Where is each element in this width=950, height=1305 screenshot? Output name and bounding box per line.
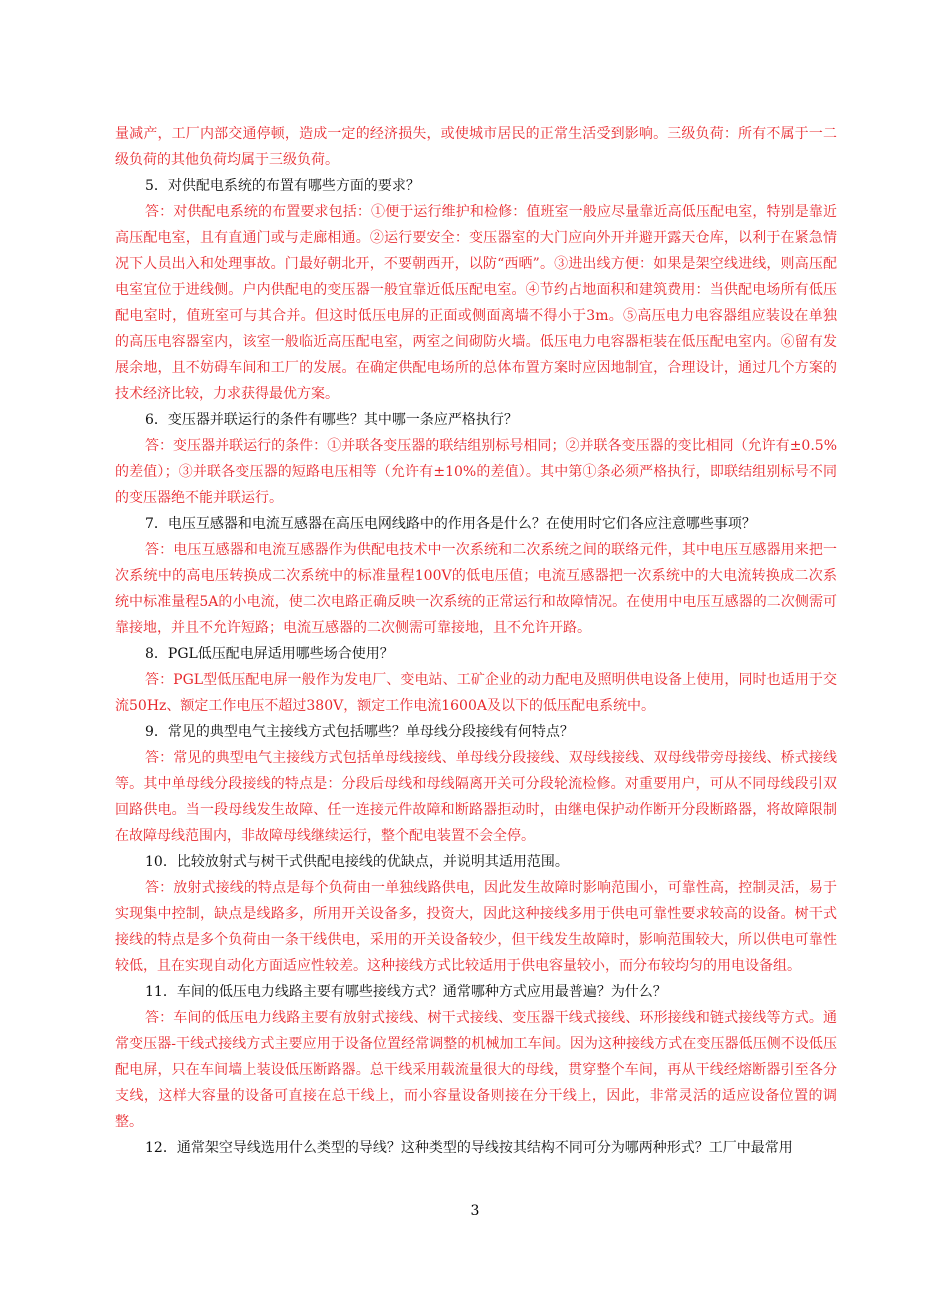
question-9: 9．常见的典型电气主接线方式包括哪些？单母线分段接线有何特点？ <box>145 724 574 740</box>
question-5: 5．对供配电系统的布置有哪些方面的要求？ <box>145 178 420 194</box>
answer-5: 答：对供配电系统的布置要求包括：①便于运行维护和检修：值班室一般应尽量靠近高低压配电室，特别是靠近高压配电室，且有直通门或与走廊相通。②运行要安全：变压器室的大门应向外开并避开露天仓库，以利于在紧急情况下人员出入和处理事故。门最好朝北开，不要朝西开，以防“西晒”。③进出线方便：如果是架空线进线，则高压配电室宜位于进线侧。户内供配电的变压器一般宜靠近低压配电室。④节约占地面积和建筑费用：当供配电场所有低压配电室时，值班室可与其合并。但这时低压电屏的正面或侧面离墙不得小于3m。⑤高压电力电容器组应装设在单独的高压电容器室内，该室一般临近高压配电室，两室之间砌防火墙。低压电力电容器柜装在低压配电室内。⑥留有发展余地，且不妨碍车间和工厂的发展。在确定供配电场所的总体布置方案时应因地制宜，合理设计，通过几个方案的技术经济比较，力求获得最优方案。 <box>115 204 837 402</box>
answer-9: 答：常见的典型电气主接线方式包括单母线接线、单母线分段接线、双母线接线、双母线带旁母接线、桥式接线等。其中单母线分段接线的特点是：分段后母线和母线隔离开关可分段轮流检修。对重要用户，可从不同母线段引双回路供电。当一段母线发生故障、任一连接元件故障和断路器拒动时，由继电保护动作断开分段断路器，将故障限制在故障母线范围内，非故障母线继续运行，整个配电装置不会全停。 <box>115 750 837 844</box>
question-12: 12．通常架空导线选用什么类型的导线？这种类型的导线按其结构不同可分为哪两种形式？工厂中最常用 <box>145 1140 793 1156</box>
question-7: 7．电压互感器和电流互感器在高压电网线路中的作用各是什么？在使用时它们各应注意哪些事项？ <box>145 516 756 532</box>
document-body <box>115 121 837 1161</box>
answer-6: 答：变压器并联运行的条件：①并联各变压器的联结组别标号相同；②并联各变压器的变比相同（允许有±0.5%的差值）；③并联各变压器的短路电压相等（允许有±10%的差值）。其中第①条必须严格执行，即联结组别标号不同的变压器绝不能并联运行。 <box>115 438 837 506</box>
question-10: 10．比较放射式与树干式供配电接线的优缺点，并说明其适用范围。 <box>145 854 569 870</box>
question-8: 8．PGL低压配电屏适用哪些场合使用？ <box>145 646 394 662</box>
page-number: 3 <box>470 1203 480 1219</box>
question-11: 11．车间的低压电力线路主要有哪些接线方式？通常哪种方式应用最普遍？为什么？ <box>145 984 667 1000</box>
answer-10: 答：放射式接线的特点是每个负荷由一单独线路供电，因此发生故障时影响范围小，可靠性高，控制灵活，易于实现集中控制，缺点是线路多，所用开关设备多，投资大，因此这种接线多用于供电可靠性要求较高的设备。树干式接线的特点是多个负荷由一条干线供电，采用的开关设备较少，但干线发生故障时，影响范围较大，所以供电可靠性较低，且在实现自动化方面适应性较差。这种接线方式比较适用于供电容量较小，而分布较均匀的用电设备组。 <box>115 880 837 974</box>
answer-8: 答：PGL型低压配电屏一般作为发电厂、变电站、工矿企业的动力配电及照明供电设备上使用，同时也适用于交流50Hz、额定工作电压不超过380V，额定工作电流1600A及以下的低压配电系统中。 <box>115 672 837 714</box>
answer-7: 答：电压互感器和电流互感器作为供配电技术中一次系统和二次系统之间的联络元件，其中电压互感器用来把一次系统中的高电压转换成二次系统中的标准量程100V的低电压值；电流互感器把一次系统中的大电流转换成二次系统中标准量程5A的小电流，使二次电路正确反映一次系统的正常运行和故障情况。在使用中电压互感器的二次侧需可靠接地，并且不允许短路；电流互感器的二次侧需可靠接地，且不允许开路。 <box>115 542 837 636</box>
question-6: 6．变压器并联运行的条件有哪些？其中哪一条应严格执行？ <box>145 412 518 428</box>
answer-11: 答：车间的低压电力线路主要有放射式接线、树干式接线、变压器干线式接线、环形接线和链式接线等方式。通常变压器-干线式接线方式主要应用于设备位置经常调整的机械加工车间。因为这种接线方式在变压器低压侧不设低压配电屏，只在车间墙上装设低压断路器。总干线采用载流量很大的母线，贯穿整个车间，再从干线经熔断器引至各分支线，这样大容量的设备可直接在总干线上，而小容量设备则接在分干线上，因此，非常灵活的适应设备位置的调整。 <box>115 1010 837 1130</box>
continued-answer-text: 量减产，工厂内部交通停顿，造成一定的经济损失，或使城市居民的正常生活受到影响。三级负荷：所有不属于一二级负荷的其他负荷均属于三级负荷。 <box>115 126 837 168</box>
